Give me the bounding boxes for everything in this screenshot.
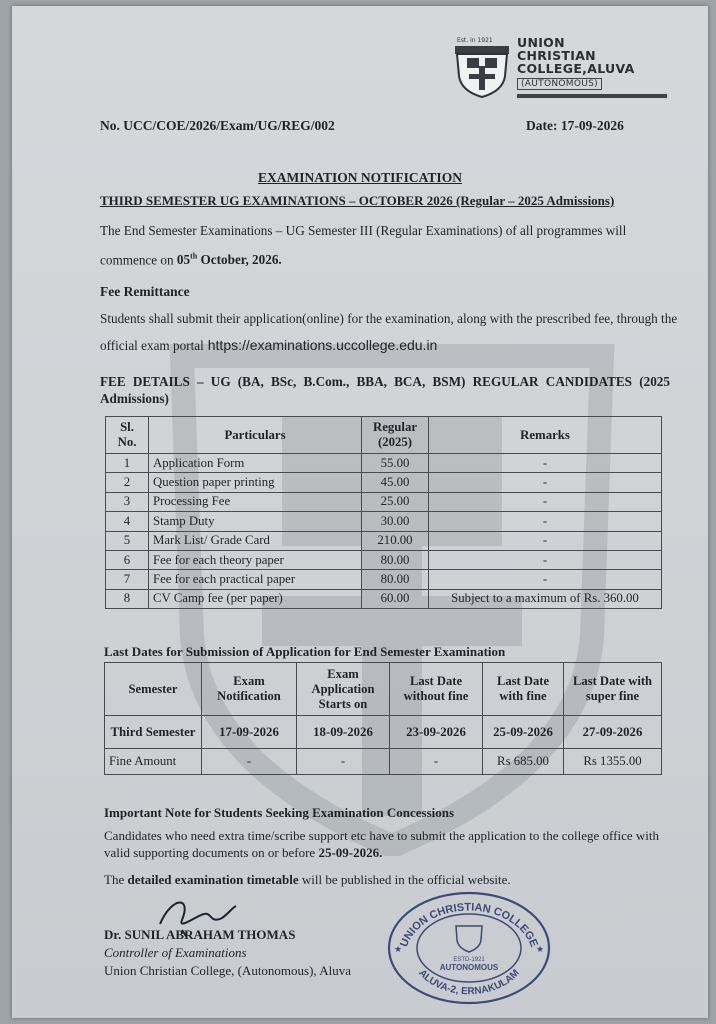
cell-sl: 7 xyxy=(106,570,149,589)
header-regular: Regular (2025) xyxy=(362,417,429,454)
table-row xyxy=(105,716,662,749)
svg-text:UNION CHRISTIAN COLLEGE xyxy=(398,901,540,948)
cell-remarks: - xyxy=(429,454,662,473)
document-sheet xyxy=(12,6,708,1018)
exam-portal-link[interactable]: https://examinations.uccollege.edu.in xyxy=(207,337,438,353)
logo-college-name xyxy=(517,36,635,90)
cell-amount: 45.00 xyxy=(362,473,429,492)
header-semester: Semester xyxy=(105,663,202,716)
fee-table-header-row xyxy=(106,417,662,454)
cell-amount: 80.00 xyxy=(362,570,429,589)
cell-particulars: Mark List/ Grade Card xyxy=(149,531,362,550)
timetable-note-c: will be published in the official website. xyxy=(298,872,511,887)
cell-amount: 80.00 xyxy=(362,550,429,569)
concession-note-text: Candidates who need extra time/scribe support etc have to submit the application to the college office with valid supporting documents on or before xyxy=(104,828,659,860)
header-application-starts: Exam Application Starts on xyxy=(297,663,390,716)
fee-remittance-paragraph xyxy=(100,306,680,359)
intro-paragraph xyxy=(100,218,680,273)
concession-deadline: 25-09-2026. xyxy=(318,845,383,860)
cell-sl: 4 xyxy=(106,512,149,531)
timetable-note-b: detailed examination timetable xyxy=(127,872,299,887)
commencement-day: 05 xyxy=(176,252,191,268)
cell-particulars: Fee for each theory paper xyxy=(149,550,362,569)
cell-remarks: - xyxy=(429,531,662,550)
reference-number: No. UCC/COE/2026/Exam/UG/REG/002 xyxy=(100,118,335,133)
college-seal-stamp xyxy=(384,888,554,1006)
fee-table xyxy=(105,416,662,609)
cell-sl: 2 xyxy=(106,473,149,492)
cell-fine-label: Fine Amount xyxy=(105,749,202,775)
cell-fine-exam-notification: - xyxy=(202,749,297,775)
cell-fine-without-fine: - xyxy=(390,749,483,775)
stamp-estd-text: ESTD-1921 xyxy=(453,957,485,963)
notification-date: Date: 17-09-2026 xyxy=(526,118,624,133)
cell-amount: 55.00 xyxy=(362,454,429,473)
cell-amount: 60.00 xyxy=(362,589,429,608)
notice-subtitle: THIRD SEMESTER UG EXAMINATIONS – OCTOBER 2026 (Regular – 2025 Admissions) xyxy=(100,193,615,208)
stamp-autonomous-text: AUTONOMOUS xyxy=(439,963,499,972)
cell-fine-with-fine: Rs 685.00 xyxy=(483,749,564,775)
table-row xyxy=(106,589,662,608)
notice-title: EXAMINATION NOTIFICATION xyxy=(258,170,462,185)
concession-note-heading: Important Note for Students Seeking Examination Concessions xyxy=(104,805,455,820)
header-particulars: Particulars xyxy=(149,417,362,454)
cell-fine-application-starts: - xyxy=(297,749,390,775)
signatory-organization: Union Christian College, (Autonomous), Aluva xyxy=(104,963,351,978)
signatory-role: Controller of Examinations xyxy=(104,945,247,960)
logo-name-line2: CHRISTIAN xyxy=(517,48,596,63)
last-dates-heading: Last Dates for Submission of Application for End Semester Examination xyxy=(104,644,506,659)
cell-exam-notification: 17-09-2026 xyxy=(202,716,297,749)
cell-remarks: - xyxy=(429,473,662,492)
logo-name-line3: COLLEGE,ALUVA xyxy=(517,61,635,76)
cell-amount: 25.00 xyxy=(362,492,429,511)
cell-particulars: Question paper printing xyxy=(149,473,362,492)
table-row xyxy=(105,749,662,775)
cell-particulars: Stamp Duty xyxy=(149,512,362,531)
cell-remarks: - xyxy=(429,492,662,511)
header-super-fine: Last Date with super fine xyxy=(564,663,662,716)
header-with-fine: Last Date with fine xyxy=(483,663,564,716)
logo-name-line1: UNION xyxy=(517,35,565,50)
timetable-note-a: The xyxy=(104,872,128,887)
logo-autonomous-badge: (AUTONOMOUS) xyxy=(517,78,602,90)
cell-amount: 210.00 xyxy=(362,531,429,550)
cell-remarks: Subject to a maximum of Rs. 360.00 xyxy=(429,589,662,608)
concession-note-body xyxy=(104,827,664,861)
cell-application-starts: 18-09-2026 xyxy=(297,716,390,749)
header-sl-no: Sl. No. xyxy=(106,417,149,454)
crest-icon xyxy=(453,36,511,98)
header-remarks: Remarks xyxy=(429,417,662,454)
cell-without-fine: 23-09-2026 xyxy=(390,716,483,749)
cell-particulars: Application Form xyxy=(149,454,362,473)
cell-amount: 30.00 xyxy=(362,512,429,531)
fee-remittance-heading: Fee Remittance xyxy=(100,284,190,299)
stamp-bottom-text: ALUVA-2, ERNAKULAM xyxy=(416,967,522,998)
cell-remarks: - xyxy=(429,550,662,569)
commencement-day-suffix: th xyxy=(190,252,198,261)
timetable-note xyxy=(104,872,511,888)
cell-sl: 5 xyxy=(106,531,149,550)
logo-est-text: Est. in 1921 xyxy=(457,37,493,44)
dates-header-row xyxy=(105,663,662,716)
signatory-name: Dr. SUNIL ABRAHAM THOMAS xyxy=(104,927,296,942)
stamp-top-text: UNION CHRISTIAN COLLEGE xyxy=(398,901,540,949)
header-without-fine: Last Date without fine xyxy=(390,663,483,716)
last-dates-table xyxy=(104,662,662,775)
intro-text: The End Semester Examinations – UG Semester III (Regular Examinations) of all programmes will commence on xyxy=(100,223,627,268)
cell-sl: 1 xyxy=(106,454,149,473)
commencement-date xyxy=(177,252,282,267)
cell-semester: Third Semester xyxy=(105,716,202,749)
table-row xyxy=(106,492,662,511)
cell-sl: 3 xyxy=(106,492,149,511)
table-row xyxy=(106,473,662,492)
cell-remarks: - xyxy=(429,512,662,531)
logo-tagline-bar xyxy=(517,94,667,98)
cell-super-fine: 27-09-2026 xyxy=(564,716,662,749)
cell-particulars: Processing Fee xyxy=(149,492,362,511)
college-logo xyxy=(453,36,673,102)
table-row xyxy=(106,512,662,531)
cell-remarks: - xyxy=(429,570,662,589)
cell-sl: 8 xyxy=(106,589,149,608)
table-row xyxy=(106,570,662,589)
cell-particulars: CV Camp fee (per paper) xyxy=(149,589,362,608)
table-row xyxy=(106,531,662,550)
cell-fine-super-fine: Rs 1355.00 xyxy=(564,749,662,775)
table-row xyxy=(106,550,662,569)
fee-details-heading: FEE DETAILS – UG (BA, BSc, B.Com., BBA, BCA, BSM) REGULAR CANDIDATES (2025 Admissions) xyxy=(100,374,670,406)
fee-remittance-text: Students shall submit their application(online) for the examination, along with the prescribed fee, through the official exam portal xyxy=(100,311,678,353)
cell-particulars: Fee for each practical paper xyxy=(149,570,362,589)
commencement-month-year: October, 2026. xyxy=(197,252,282,268)
header-exam-notification: Exam Notification xyxy=(202,663,297,716)
table-row xyxy=(106,454,662,473)
stamp-star-right: ★ xyxy=(536,944,545,954)
stamp-star-left: ★ xyxy=(394,944,403,954)
cell-with-fine: 25-09-2026 xyxy=(483,716,564,749)
cell-sl: 6 xyxy=(106,550,149,569)
